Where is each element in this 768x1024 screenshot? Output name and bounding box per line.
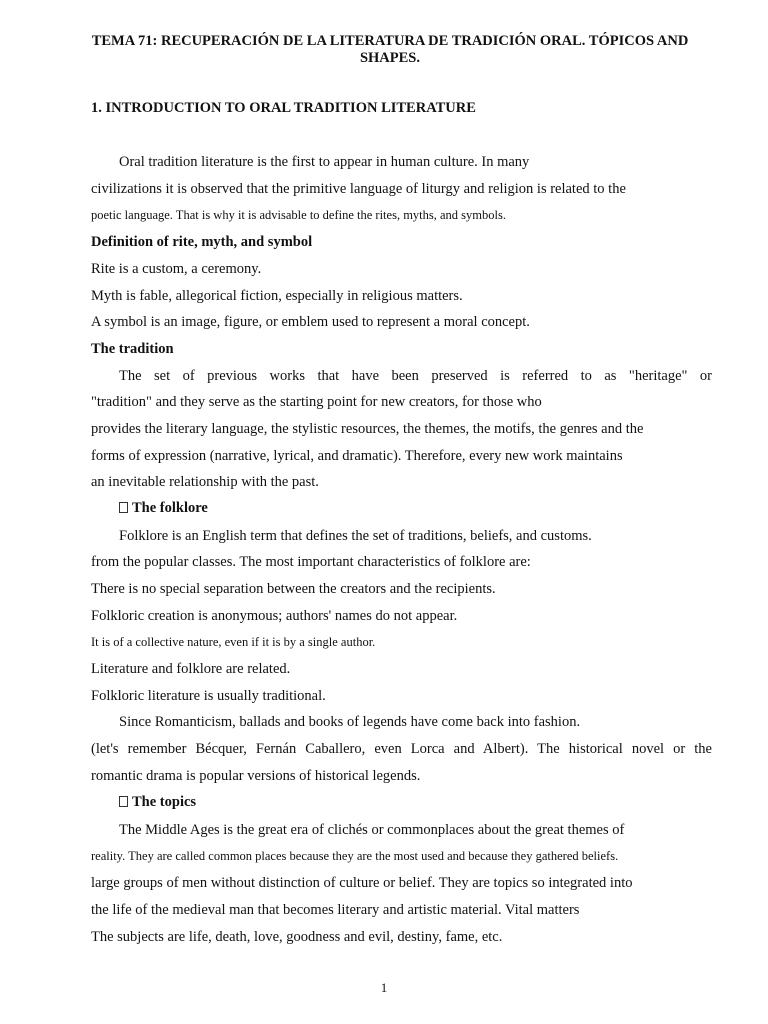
paragraph-line: Folklore is an English term that defines the set of traditions, beliefs, and customs. <box>119 528 592 544</box>
paragraph-line: Literature and folklore are related. <box>91 661 291 677</box>
paragraph-line: A symbol is an image, figure, or emblem used to represent a moral concept. <box>91 314 530 330</box>
paragraph-line: provides the literary language, the stylistic resources, the themes, the motifs, the genres and the <box>91 421 644 437</box>
paragraph-line: Folkloric creation is anonymous; authors' names do not appear. <box>91 608 458 624</box>
paragraph-line: The set of previous works that have been preserved is referred to as "heritage" or <box>119 368 712 384</box>
paragraph-line: Rite is a custom, a ceremony. <box>91 261 262 277</box>
paragraph-line: Myth is fable, allegorical fiction, especially in religious matters. <box>91 288 463 304</box>
paragraph-line: large groups of men without distinction of culture or belief. They are topics so integrated into <box>91 875 633 891</box>
subheading-definition: Definition of rite, myth, and symbol <box>91 234 313 250</box>
paragraph-line: Folkloric literature is usually traditional. <box>91 688 326 704</box>
subheading-tradition: The tradition <box>91 341 174 357</box>
page-number: 1 <box>380 980 388 995</box>
paragraph-line: from the popular classes. The most important characteristics of folklore are: <box>91 554 531 570</box>
document-title: TEMA 71: RECUPERACIÓN DE LA LITERATURA DE TRADICIÓN ORAL. TÓPICOS AND SHAPES. <box>91 33 689 66</box>
paragraph-line: "tradition" and they serve as the starting point for new creators, for those who <box>91 394 542 410</box>
paragraph-line: romantic drama is popular versions of historical legends. <box>91 768 421 784</box>
paragraph-line: There is no special separation between the creators and the recipients. <box>91 581 496 597</box>
bullet-box-icon <box>119 502 128 513</box>
paragraph-line: The Middle Ages is the great era of clichés or commonplaces about the great themes of <box>119 822 625 838</box>
bullet-heading-folklore <box>119 499 208 517</box>
bullet-heading-label: The topics <box>132 794 197 810</box>
paragraph-line: an inevitable relationship with the past. <box>91 474 319 490</box>
paragraph-line: civilizations it is observed that the primitive language of liturgy and religion is related to the <box>91 181 626 197</box>
paragraph-line: forms of expression (narrative, lyrical, and dramatic). Therefore, every new work maintains <box>91 448 623 464</box>
paragraph-line: poetic language. That is why it is advisable to define the rites, myths, and symbols. <box>91 208 506 222</box>
paragraph-line: The subjects are life, death, love, goodness and evil, destiny, fame, etc. <box>91 929 503 945</box>
bullet-box-icon <box>119 796 128 807</box>
paragraph-line: (let's remember Bécquer, Fernán Caballero, even Lorca and Albert). The historical novel or the <box>91 741 712 757</box>
section-heading: 1. INTRODUCTION TO ORAL TRADITION LITERATURE <box>91 100 476 116</box>
paragraph-line: Since Romanticism, ballads and books of legends have come back into fashion. <box>119 714 581 730</box>
paragraph-line: It is of a collective nature, even if it is by a single author. <box>91 635 376 649</box>
paragraph-line: the life of the medieval man that becomes literary and artistic material. Vital matters <box>91 902 580 918</box>
bullet-heading-label: The folklore <box>132 500 208 516</box>
bullet-heading-topics <box>119 793 196 811</box>
paragraph-line: Oral tradition literature is the first to appear in human culture. In many <box>119 154 530 170</box>
paragraph-line: reality. They are called common places because they are the most used and because they gathered beliefs. <box>91 849 619 863</box>
